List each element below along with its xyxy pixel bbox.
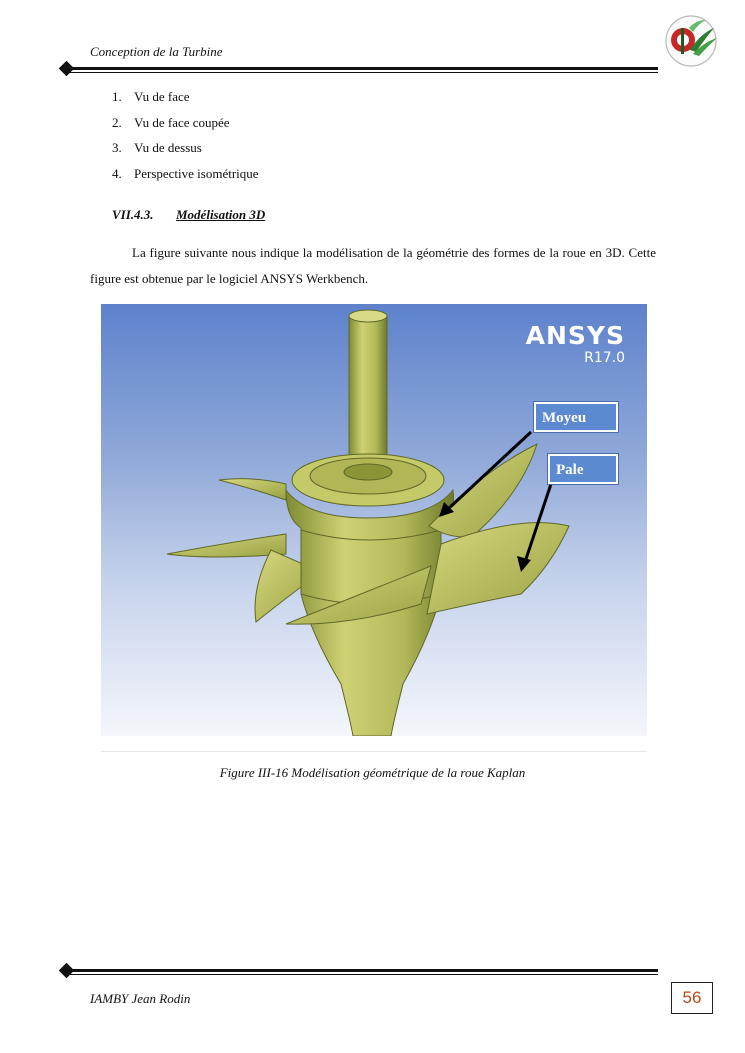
blade-left-lower [167,534,286,557]
rule-diamond-icon [59,963,75,979]
rule-diamond-icon [59,61,75,77]
figure-bottom-border [101,751,647,752]
running-header-title: Conception de la Turbine [90,44,223,59]
footer-author: IAMBY Jean Rodin [90,991,191,1006]
figure-caption: Figure III-16 Modélisation géométrique de la roue Kaplan [219,765,526,780]
list-item: 2. Vu de face coupée [112,114,230,130]
view-list [112,88,259,190]
blade-right-large [427,523,569,614]
list-item: 4. Perspective isométrique [112,165,259,181]
section-number: VII.4.3. [112,207,154,222]
page-number: 56 [671,982,713,1014]
body-paragraph: La figure suivante nous indique la modélisation de la géométrie des formes de la roue en 3D. Cette figure est obtenue par le logiciel ANSYS Werkbench. [90,245,656,286]
ansys-logo-text: ANSYS [525,321,625,350]
section-heading [112,207,265,223]
blade-right-upper [429,444,537,537]
callout-pale: Pale [548,454,618,484]
list-item: 1. Vu de face [112,89,190,104]
section-title: Modélisation 3D [176,207,266,222]
university-logo [660,14,722,68]
ansys-figure [101,304,647,736]
ansys-version: R17.0 [584,350,625,366]
list-item: 3. Vu de dessus [112,140,202,155]
kaplan-runner-model [101,304,647,736]
callout-moyeu: Moyeu [534,402,618,432]
blade-back-left [219,479,286,500]
ansys-brand [526,322,625,366]
